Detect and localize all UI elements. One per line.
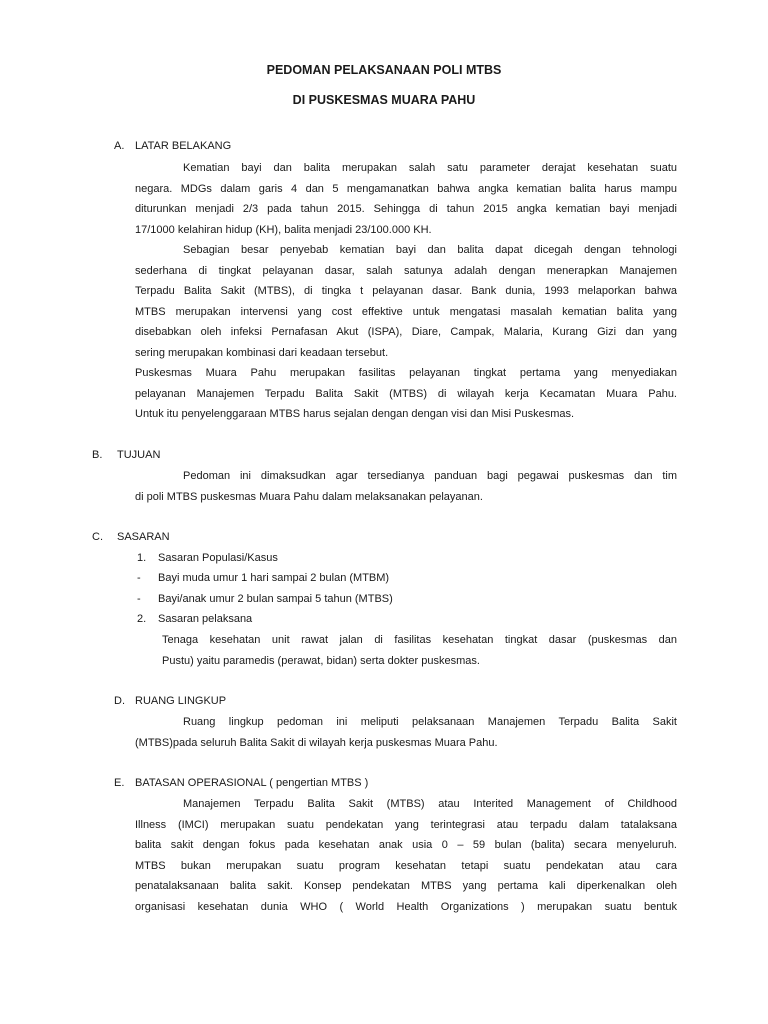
section-marker: E. — [114, 777, 125, 789]
list-item — [137, 609, 537, 629]
text-line: Untuk itu penyelenggaraan MTBS harus sejalan dengan dengan visi dan Misi Puskesmas. — [135, 408, 575, 420]
text-line: pelayanan Manajemen Terpadu Balita Sakit (MTBS) di wilayah kerja Kecamatan Muara Pahu. — [135, 387, 677, 400]
section-title: RUANG LINGKUP — [135, 695, 227, 707]
text-line: diturunkan menjadi 2/3 pada tahun 2015. Sehingga di tahun 2015 angka kematian bayi menjadi — [135, 203, 677, 215]
section-a-paragraph-1 — [135, 158, 677, 240]
text-line: MTBS bukan merupakan suatu program kesehatan tetapi suatu pendekatan atau cara — [135, 859, 677, 872]
list-text: Bayi/anak umur 2 bulan sampai 5 tahun (MTBS) — [158, 593, 393, 605]
section-title: LATAR BELAKANG — [135, 140, 232, 152]
list-marker: - — [137, 572, 141, 584]
list-item — [137, 568, 537, 588]
text-line: penatalaksanaan balita sakit. Konsep pendekatan MTBS yang pertama kali diperkenalkan oleh — [135, 880, 677, 892]
text-line: organisasi kesehatan dunia WHO ( World Health Organizations ) merupakan suatu bentuk — [135, 900, 677, 913]
list-item — [137, 548, 537, 568]
section-title: BATASAN OPERASIONAL ( pengertian MTBS ) — [135, 777, 369, 789]
text-line: Kematian bayi dan balita merupakan salah satu parameter derajat kesehatan suatu — [183, 162, 677, 174]
section-marker: A. — [114, 140, 125, 152]
text-line: MTBS merupakan intervensi yang cost effektive untuk mengatasi masalah kematian balita yang — [135, 305, 677, 318]
text-line: Terpadu Balita Sakit (MTBS), di tingka t pelayanan dasar. Bank dunia, 1993 melaporkan bahwa — [135, 285, 677, 297]
section-marker: D. — [114, 695, 125, 707]
text-line: negara. MDGs dalam garis 4 dan 5 mengamanatkan bahwa angka kematian balita harus mampu — [135, 182, 677, 195]
text-line: disebabkan oleh infeksi Pernafasan Akut (ISPA), Diare, Campak, Malaria, Kurang Gizi dan yang — [135, 326, 677, 338]
section-marker: B. — [92, 449, 103, 461]
section-e-paragraph-1 — [135, 794, 677, 917]
list-text: Sasaran Populasi/Kasus — [158, 552, 278, 564]
text-line: Pedoman ini dimaksudkan agar tersedianya panduan bagi pegawai puskesmas dan tim — [183, 470, 677, 482]
text-line: di poli MTBS puskesmas Muara Pahu dalam melaksanakan pelayanan. — [135, 490, 483, 503]
text-line: Illness (IMCI) merupakan suatu pendekatan yang terintegrasi atau terpadu dalam tatalaksana — [135, 818, 677, 831]
text-line: Sebagian besar penyebab kematian bayi dan balita dapat dicegah dengan tehnologi — [183, 244, 677, 256]
list-text: Sasaran pelaksana — [158, 613, 253, 625]
section-title: SASARAN — [117, 531, 170, 543]
text-line: balita sakit dengan fokus pada kesehatan anak usia 0 – 59 bulan (balita) secara menyeluruh. — [135, 839, 677, 851]
section-a-paragraph-2 — [135, 240, 677, 363]
text-line: Puskesmas Muara Pahu merupakan fasilitas pelayanan tingkat pertama yang menyediakan — [135, 367, 677, 379]
section-b-paragraph-1 — [135, 466, 677, 507]
text-line: Pustu) yaitu paramedis (perawat, bidan) serta dokter puskesmas. — [162, 654, 480, 667]
document-subtitle: DI PUSKESMAS MUARA PAHU — [292, 93, 476, 107]
section-c-paragraph-1 — [162, 630, 677, 671]
section-a-paragraph-3 — [135, 363, 677, 425]
list-item — [137, 589, 537, 609]
text-line: (MTBS)pada seluruh Balita Sakit di wilayah kerja puskesmas Muara Pahu. — [135, 736, 498, 749]
section-d-paragraph-1 — [135, 712, 677, 753]
section-marker: C. — [92, 531, 103, 543]
text-line: sering merupakan kombinasi dari keadaan tersebut. — [135, 346, 389, 359]
list-marker: - — [137, 593, 141, 605]
text-line: Ruang lingkup pedoman ini meliputi pelaksanaan Manajemen Terpadu Balita Sakit — [183, 716, 677, 728]
text-line: Manajemen Terpadu Balita Sakit (MTBS) atau Interited Management of Childhood — [183, 798, 677, 810]
list-marker: 2. — [137, 613, 147, 625]
list-marker: 1. — [137, 552, 147, 564]
document-title: PEDOMAN PELAKSANAAN POLI MTBS — [266, 63, 502, 77]
text-line: 17/1000 kelahiran hidup (KH), balita menjadi 23/100.000 KH. — [135, 223, 432, 236]
section-title: TUJUAN — [117, 449, 161, 461]
list-text: Bayi muda umur 1 hari sampai 2 bulan (MTBM) — [158, 572, 390, 584]
text-line: sederhana di tingkat pelayanan dasar, salah satunya adalah dengan menerapkan Manajemen — [135, 264, 677, 277]
text-line: Tenaga kesehatan unit rawat jalan di fasilitas kesehatan tingkat dasar (puskesmas dan — [162, 634, 677, 646]
